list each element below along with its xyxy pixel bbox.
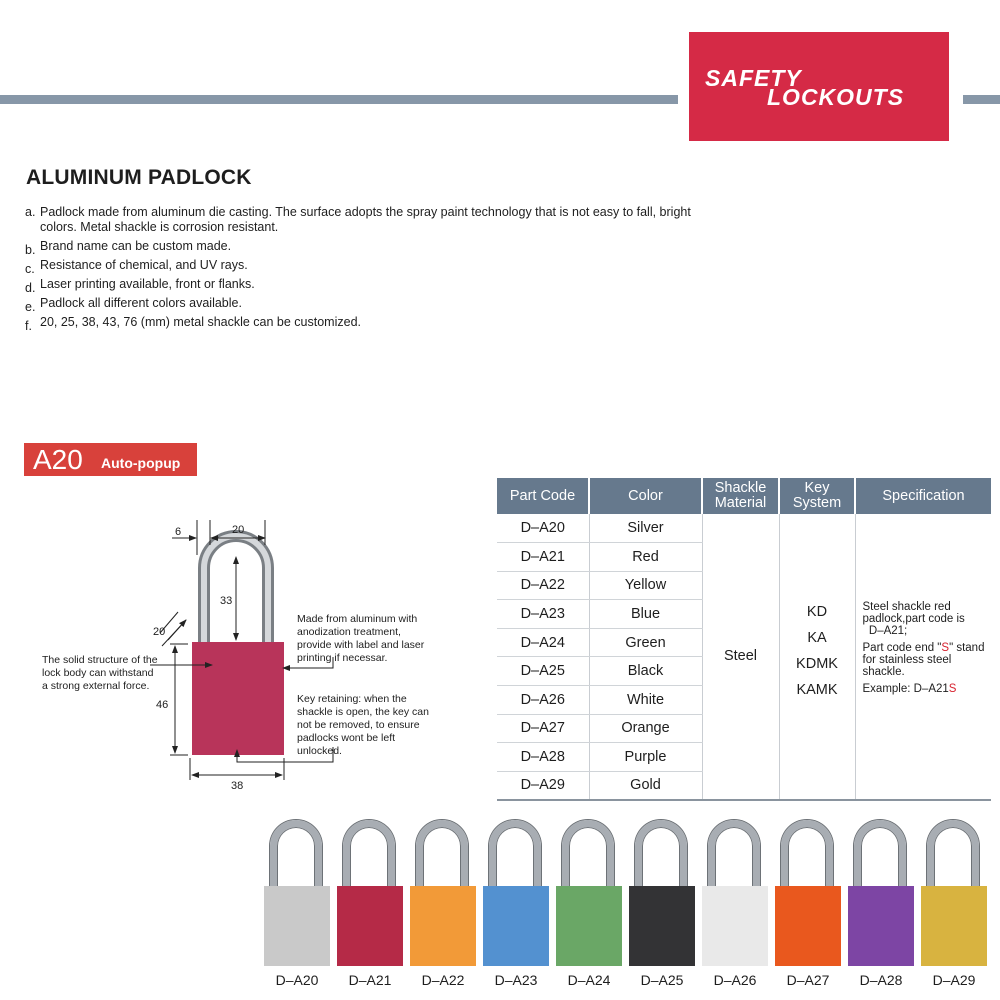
lock-body-swatch (702, 886, 768, 966)
feature-letter: d. (25, 281, 36, 295)
color-name: Silver (589, 514, 702, 543)
model-subtitle: Auto-popup (101, 455, 181, 471)
spec-text: Steel shackle red padlock,part code is (862, 601, 965, 625)
table-row (497, 514, 991, 543)
part-code: D–A21 (497, 543, 589, 572)
lock-code: D–A29 (932, 972, 976, 988)
model-code: A20 (33, 444, 83, 475)
spec-paragraph-2 (863, 642, 992, 678)
padlock-item (481, 820, 551, 995)
feature-text: Laser printing available, front or flanks. (40, 277, 255, 291)
color-name: Red (589, 543, 702, 572)
feature-letter: e. (25, 300, 36, 314)
lock-code: D–A20 (275, 972, 319, 988)
padlock-item (627, 820, 697, 995)
part-code: D–A25 (497, 657, 589, 686)
lock-code: D–A23 (494, 972, 538, 988)
part-code: D–A29 (497, 771, 589, 800)
shackle-icon (708, 820, 760, 890)
padlock-color-gallery (262, 820, 1000, 995)
shackle-icon (635, 820, 687, 890)
spec-example (863, 683, 992, 695)
spec-table (497, 478, 991, 801)
shackle-icon (781, 820, 833, 890)
spec-text: Part code end " (862, 642, 942, 654)
note-anodization: Made from aluminum with anodization treatment, provide with label and laser printing if necessar. (297, 613, 425, 664)
shackle-icon (562, 820, 614, 890)
color-name: Gold (589, 771, 702, 800)
padlock-item (773, 820, 843, 995)
spec-code: D–A21; (868, 625, 908, 637)
padlock-item (262, 820, 332, 995)
feature-text: Padlock all different colors available. (40, 296, 242, 310)
key-system: KDMK (796, 656, 838, 673)
feature-item (25, 239, 715, 257)
header-color: Color (589, 478, 702, 514)
lock-code: D–A27 (786, 972, 830, 988)
key-system-cell (779, 514, 855, 800)
color-name: Yellow (589, 571, 702, 600)
feature-text: Padlock made from aluminum die casting. The surface adopts the spray paint technology that is not easy to fall, bright colors. Metal shackle is corrosion resistant. (40, 205, 691, 234)
key-system: KD (806, 604, 828, 621)
part-code: D–A28 (497, 743, 589, 772)
shackle-icon (927, 820, 979, 890)
color-name: White (589, 686, 702, 715)
part-code: D–A22 (497, 571, 589, 600)
dim-body-depth: 20 (153, 626, 166, 638)
color-name: Green (589, 628, 702, 657)
feature-item (25, 277, 715, 295)
spec-text: Example: D–A21 (862, 683, 949, 695)
shackle-icon (489, 820, 541, 890)
specification-cell (855, 514, 991, 800)
lock-code: D–A22 (421, 972, 465, 988)
lock-body-swatch (848, 886, 914, 966)
padlock-item (700, 820, 770, 995)
padlock-item (408, 820, 478, 995)
feature-item (25, 258, 715, 276)
lock-body-swatch (775, 886, 841, 966)
lock-body-swatch (410, 886, 476, 966)
model-tag (24, 443, 197, 476)
shackle-icon (416, 820, 468, 890)
color-name: Orange (589, 714, 702, 743)
dim-shackle-width: 20 (232, 524, 245, 536)
dim-shackle-height: 33 (220, 595, 233, 607)
note-key-retaining: Key retaining: when the shackle is open, the key can not be removed, to ensure padlocks wont be left unlocked. (297, 693, 429, 757)
dim-body-height: 46 (156, 699, 169, 711)
lock-body-swatch (264, 886, 330, 966)
note-solid-structure: The solid structure of the lock body can withstand a strong external force. (42, 654, 158, 692)
padlock-item (919, 820, 989, 995)
shackle-icon (854, 820, 906, 890)
header-key-system: Key System (779, 478, 855, 514)
spec-suffix-highlight: S (941, 642, 950, 654)
page-title: ALUMINUM PADLOCK (26, 166, 252, 189)
brand-line-1: SAFETY (705, 65, 802, 91)
padlock-dimension-diagram (0, 500, 490, 810)
lock-body-swatch (337, 886, 403, 966)
brand-banner (689, 32, 949, 141)
feature-text: 20, 25, 38, 43, 76 (mm) metal shackle can be customized. (40, 315, 361, 329)
dim-body-width: 38 (231, 780, 244, 792)
feature-item (25, 205, 715, 235)
part-code: D–A20 (497, 514, 589, 543)
padlock-item (335, 820, 405, 995)
lock-code: D–A28 (859, 972, 903, 988)
lock-body-swatch (483, 886, 549, 966)
color-name: Purple (589, 743, 702, 772)
spec-suffix-highlight: S (948, 683, 957, 695)
part-code: D–A27 (497, 714, 589, 743)
lock-code: D–A24 (567, 972, 611, 988)
header-shackle-material: Shackle Material (702, 478, 779, 514)
feature-letter: f. (25, 319, 32, 333)
feature-item (25, 296, 715, 314)
header-rule-right (963, 95, 1000, 104)
lock-body-swatch (921, 886, 987, 966)
lock-body-swatch (556, 886, 622, 966)
part-code: D–A26 (497, 686, 589, 715)
color-name: Blue (589, 600, 702, 629)
header-part-code: Part Code (497, 478, 589, 514)
part-code: D–A23 (497, 600, 589, 629)
dim-shackle-gap: 6 (175, 526, 182, 538)
lock-code: D–A21 (348, 972, 392, 988)
padlock-item (846, 820, 916, 995)
feature-list (25, 205, 715, 334)
feature-text: Brand name can be custom made. (40, 239, 232, 253)
spec-paragraph-1 (863, 601, 992, 637)
feature-letter: b. (25, 243, 36, 257)
feature-letter: c. (25, 262, 35, 276)
lock-body-swatch (629, 886, 695, 966)
shackle-material: Steel (702, 514, 779, 800)
padlock-item (554, 820, 624, 995)
feature-item (25, 315, 715, 333)
lock-code: D–A25 (640, 972, 684, 988)
feature-text: Resistance of chemical, and UV rays. (40, 258, 248, 272)
lock-code: D–A26 (713, 972, 757, 988)
key-system: KA (807, 630, 827, 647)
color-name: Black (589, 657, 702, 686)
shackle-icon (343, 820, 395, 890)
part-code: D–A24 (497, 628, 589, 657)
shackle-icon (270, 820, 322, 890)
brand-line-2: LOCKOUTS (767, 84, 905, 110)
header-specification: Specification (855, 478, 991, 514)
spec-text: " stand for stainless steel shackle. (862, 642, 985, 678)
feature-letter: a. (25, 205, 36, 219)
header-rule-left (0, 95, 678, 104)
key-system: KAMK (796, 682, 838, 699)
